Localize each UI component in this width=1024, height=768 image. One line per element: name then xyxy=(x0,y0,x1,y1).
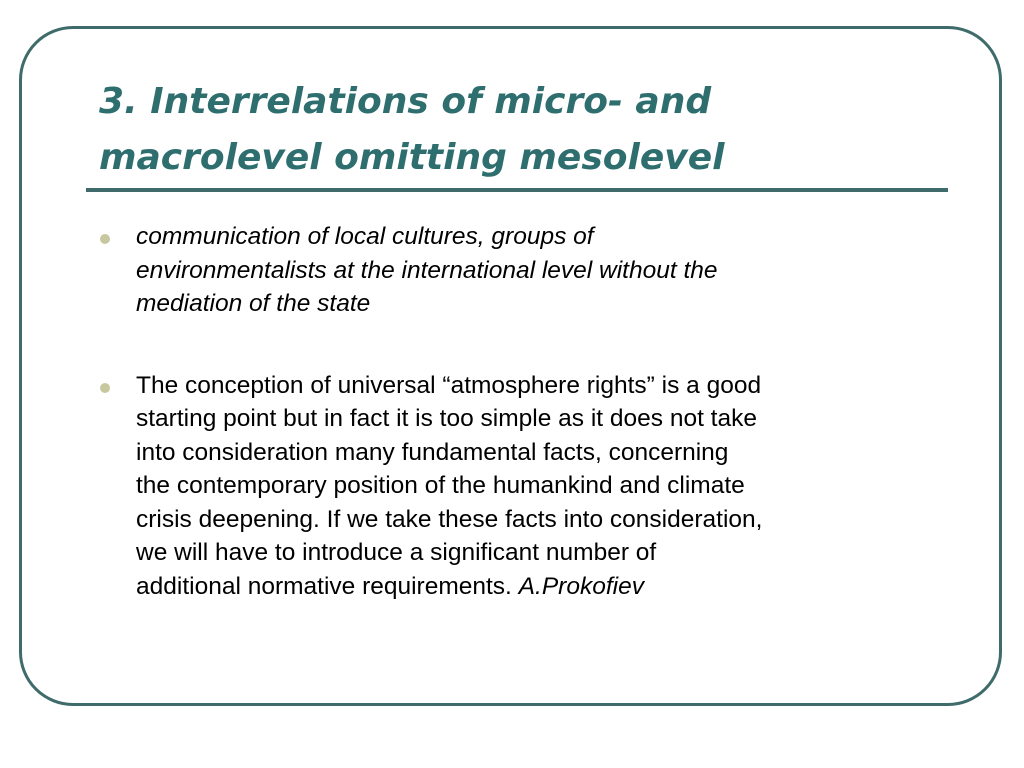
title-divider xyxy=(86,188,948,192)
slide-title xyxy=(99,74,959,186)
bullet-2-line-3: into consideration many fundamental facts, concerning xyxy=(136,438,729,466)
bullet-2-line-6: we will have to introduce a significant number of xyxy=(136,539,657,566)
bullet-dot-icon xyxy=(100,383,110,393)
bullet-1-line-2: environmentalists at the international level without the xyxy=(136,256,718,284)
bullet-1-line-3: mediation of the state xyxy=(136,290,371,317)
bullet-2-line-1: The conception of universal “atmosphere rights” is a good xyxy=(136,371,762,399)
bullet-2-line-2: starting point but in fact it is too simple as it does not take xyxy=(136,405,757,432)
bullet-list xyxy=(97,220,957,603)
bullet-2-line-4: the contemporary position of the humankind and climate xyxy=(136,472,745,499)
bullet-1-line-1: communication of local cultures, groups of xyxy=(136,223,594,250)
bullet-item-2 xyxy=(97,369,957,604)
bullet-2-line-5: crisis deepening. If we take these facts into consideration, xyxy=(136,505,763,533)
bullet-2-line-7 xyxy=(136,570,957,604)
title-line-2: macrolevel omitting mesolevel xyxy=(99,137,725,178)
bullet-dot-icon xyxy=(100,234,110,244)
title-line-1: 3. Interrelations of micro- and xyxy=(99,81,712,122)
quote-author: A.Prokofiev xyxy=(518,572,644,600)
bullet-item-1 xyxy=(97,220,957,321)
bullet-2-line-7-text: additional normative requirements. xyxy=(136,572,519,600)
